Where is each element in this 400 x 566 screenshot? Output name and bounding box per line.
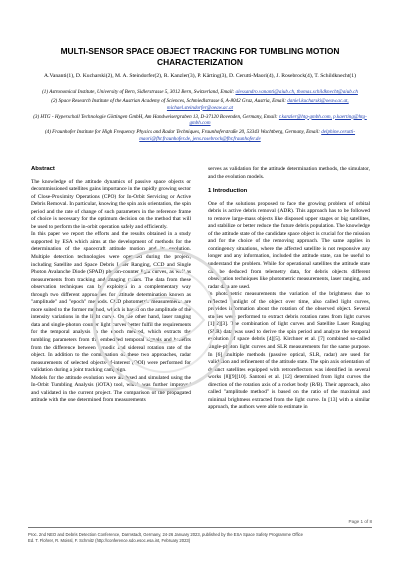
introduction-paragraph: One of the solutions proposed to face the growing problem of orbital debris is active debris removal (ADR). This approach has to be followed to remove large-mass objects like disposed upper stages or big satellites, and stabilize or better reduce the future debris population. The knowledge of the attitude state of the candidate space object is crucial for the mission and for the choice of the removing approach. The same applies in contingency situations, where the affected satellite is not responsive any longer and any information, included the attitude state, can be useful to understand the problem. While for operational satellites the attitude state can be deduced from telemetry data, for debris objects different observation techniques like photometric measurements, laser ranging, and radar data are used. — [208, 200, 370, 290]
affiliation-email[interactable]: alessandro.vananti@aiub.ch, thomas.schildknecht@aiub.ch — [235, 89, 358, 95]
affiliation-text: (3) HTG - Hyperschall Technologie Göttingen GmbH, Am Handweisergraben 13, D-37120 Bovenden, Germany, Email: — [33, 113, 278, 120]
introduction-paragraph: In photometric measurements the variation of the brightness due to reflected sunlight of the object over time, also called light curves, provides information about the rotation of the observed object. Several studies were performed to extract debris rotation rates from light curves [1][2][3]. The combination of light curves and Satellite Laser Ranging (SLR) data was used to derive the spin period and analyze the temporal evolution of space debris [4][5]. Kirchner et al. [7] combined so-called single-photon light curves and SLR measurements for the same purpose. In [6] multiple methods (passive optical, SLR, radar) are used for validation and refinement of the attitude state. The spin axis orientation of defunct satellites equipped with retroreflectors was identified in several works [8][9][10]. Santoni et al. [12] determined from light curves the direction of the rotation axis of a rocket body (R/B). Their approach, also called "amplitude method" is based on the ratio of the maximal and minimal brightness extracted from the light curve. In [13] with a similar approach, the authors were able to estimate in — [208, 291, 370, 411]
affiliation-3 — [30, 114, 370, 127]
author-list: A.Vananti(1), D. Kucharski(2), M. A. Steindorfer(2), R. Kanzler(3), P. Kärting(3), D. Cerutti-Maori(4), J. Rosebrock(4), T. Schildknecht(1) — [44, 73, 356, 79]
abstract-paragraph: Models for the attitude evolution were analysed and simulated using the In-Orbit Tumbling Analysis (iOTA) tool, which was further improved and validated in the current project. The comparison of the propagated attitude with the one determined from measurements — [31, 374, 191, 404]
abstract-continuation: serves as validation for the attitude determination methods, the simulator, and the evolution models. — [208, 166, 370, 180]
introduction-heading: 1 Introduction — [208, 188, 248, 195]
right-column — [208, 166, 370, 412]
left-column — [31, 166, 191, 405]
footer-editors: Ed. T. Flohrer, R. Moissl, F. Schmitz (http://conference.sdo.esoc.esa.int, February 2023) — [28, 538, 191, 543]
footer-divider — [28, 527, 372, 528]
affiliation-4 — [30, 129, 370, 142]
affiliation-2 — [30, 98, 370, 111]
page-footer — [28, 532, 372, 544]
footer-citation: Proc. 2nd NEO and Debris Detection Conference, Darmstadt, Germany, 24-26 January 2023, published by the ESA Space Safety Programme Office — [28, 532, 303, 537]
abstract-paragraph: The knowledge of the attitude dynamics of passive space objects or decommissioned satellites gains importance in the rapidly growing sector of Close-Proximity Operations (CPO) for In-Orbit Servicing or Active Debris Removal. In particular, knowing the spin axis orientation, the spin period and the rate of change of such parameters in the reference frame of choice is necessary for the optimum decision on the method that will be used to perform the in-orbit operation safely and efficiently. — [31, 178, 191, 230]
affiliation-text: (4) Fraunhofer Institute for High Frequency Physics and Radar Techniques, Fraunhoferstraße 20, 53343 Wachtberg, Germany, Email: — [44, 129, 320, 136]
paper-title: MULTI-SENSOR SPACE OBJECT TRACKING FOR TUMBLING MOTION CHARACTERIZATION — [60, 46, 340, 67]
affiliation-email[interactable]: delphine.cerutti-maori@fhr.fraunhofer.de, jens.rosebrock@fhr.fraunhofer.de — [139, 129, 356, 142]
affiliation-email[interactable]: daniel.kucharski@oeaw.ac.at, michael.steindorfer@oeaw.ac.at — [166, 97, 349, 111]
affiliation-email[interactable]: r.kanzler@htg-gmbh.com, p.kaerting@htg-gmbh.com — [189, 113, 367, 127]
affiliations — [30, 89, 370, 145]
affiliation-text: (1) Astronomical Institute, University of Bern, Sidlerstrasse 5, 3012 Bern, Switzerland, Email: — [42, 89, 235, 95]
page-number: Page 1 of 8 — [348, 519, 372, 524]
affiliation-text: (2) Space Research Institute of the Austrian Academy of Sciences, Schmiedlstrasse 6, A-8042 Graz, Austria, Email: — [51, 97, 286, 104]
abstract-paragraph: In this paper we report the efforts and the results obtained in a study supported by ESA which aims at the development of methods for the determination of the spacecraft attitude motion and its evolution. Multiple detection technologies were operated during the project, including Satellite and Space Debris Laser Ranging, CCD and Single Photon Avalanche Diode (SPAD) photon-counter light curves, as well as measurements from tracking and imaging radars. The data from these observation techniques can be exploited in a complementary way through two different approaches for attitude determination known as "amplitude" and "epoch" methods. CCD photometric measurements are more suited to the former method, which is based on the amplitude of the intensity variations in the light curve. On the other hand, laser ranging data and single-photon counter light curves better fulfil the requirements for the temporal analysis in the epoch method, which extracts the tumbling parameters from the embedded temporal signals and benefits from the difference between synodic and sidereal rotation rate of the object. In addition to the combination of these two approaches, radar measurements of selected objects-of-interest (OOI) were performed for validation during a joint tracking campaign. — [31, 231, 191, 374]
abstract-heading: Abstract — [31, 166, 55, 172]
affiliation-1 — [30, 89, 370, 96]
